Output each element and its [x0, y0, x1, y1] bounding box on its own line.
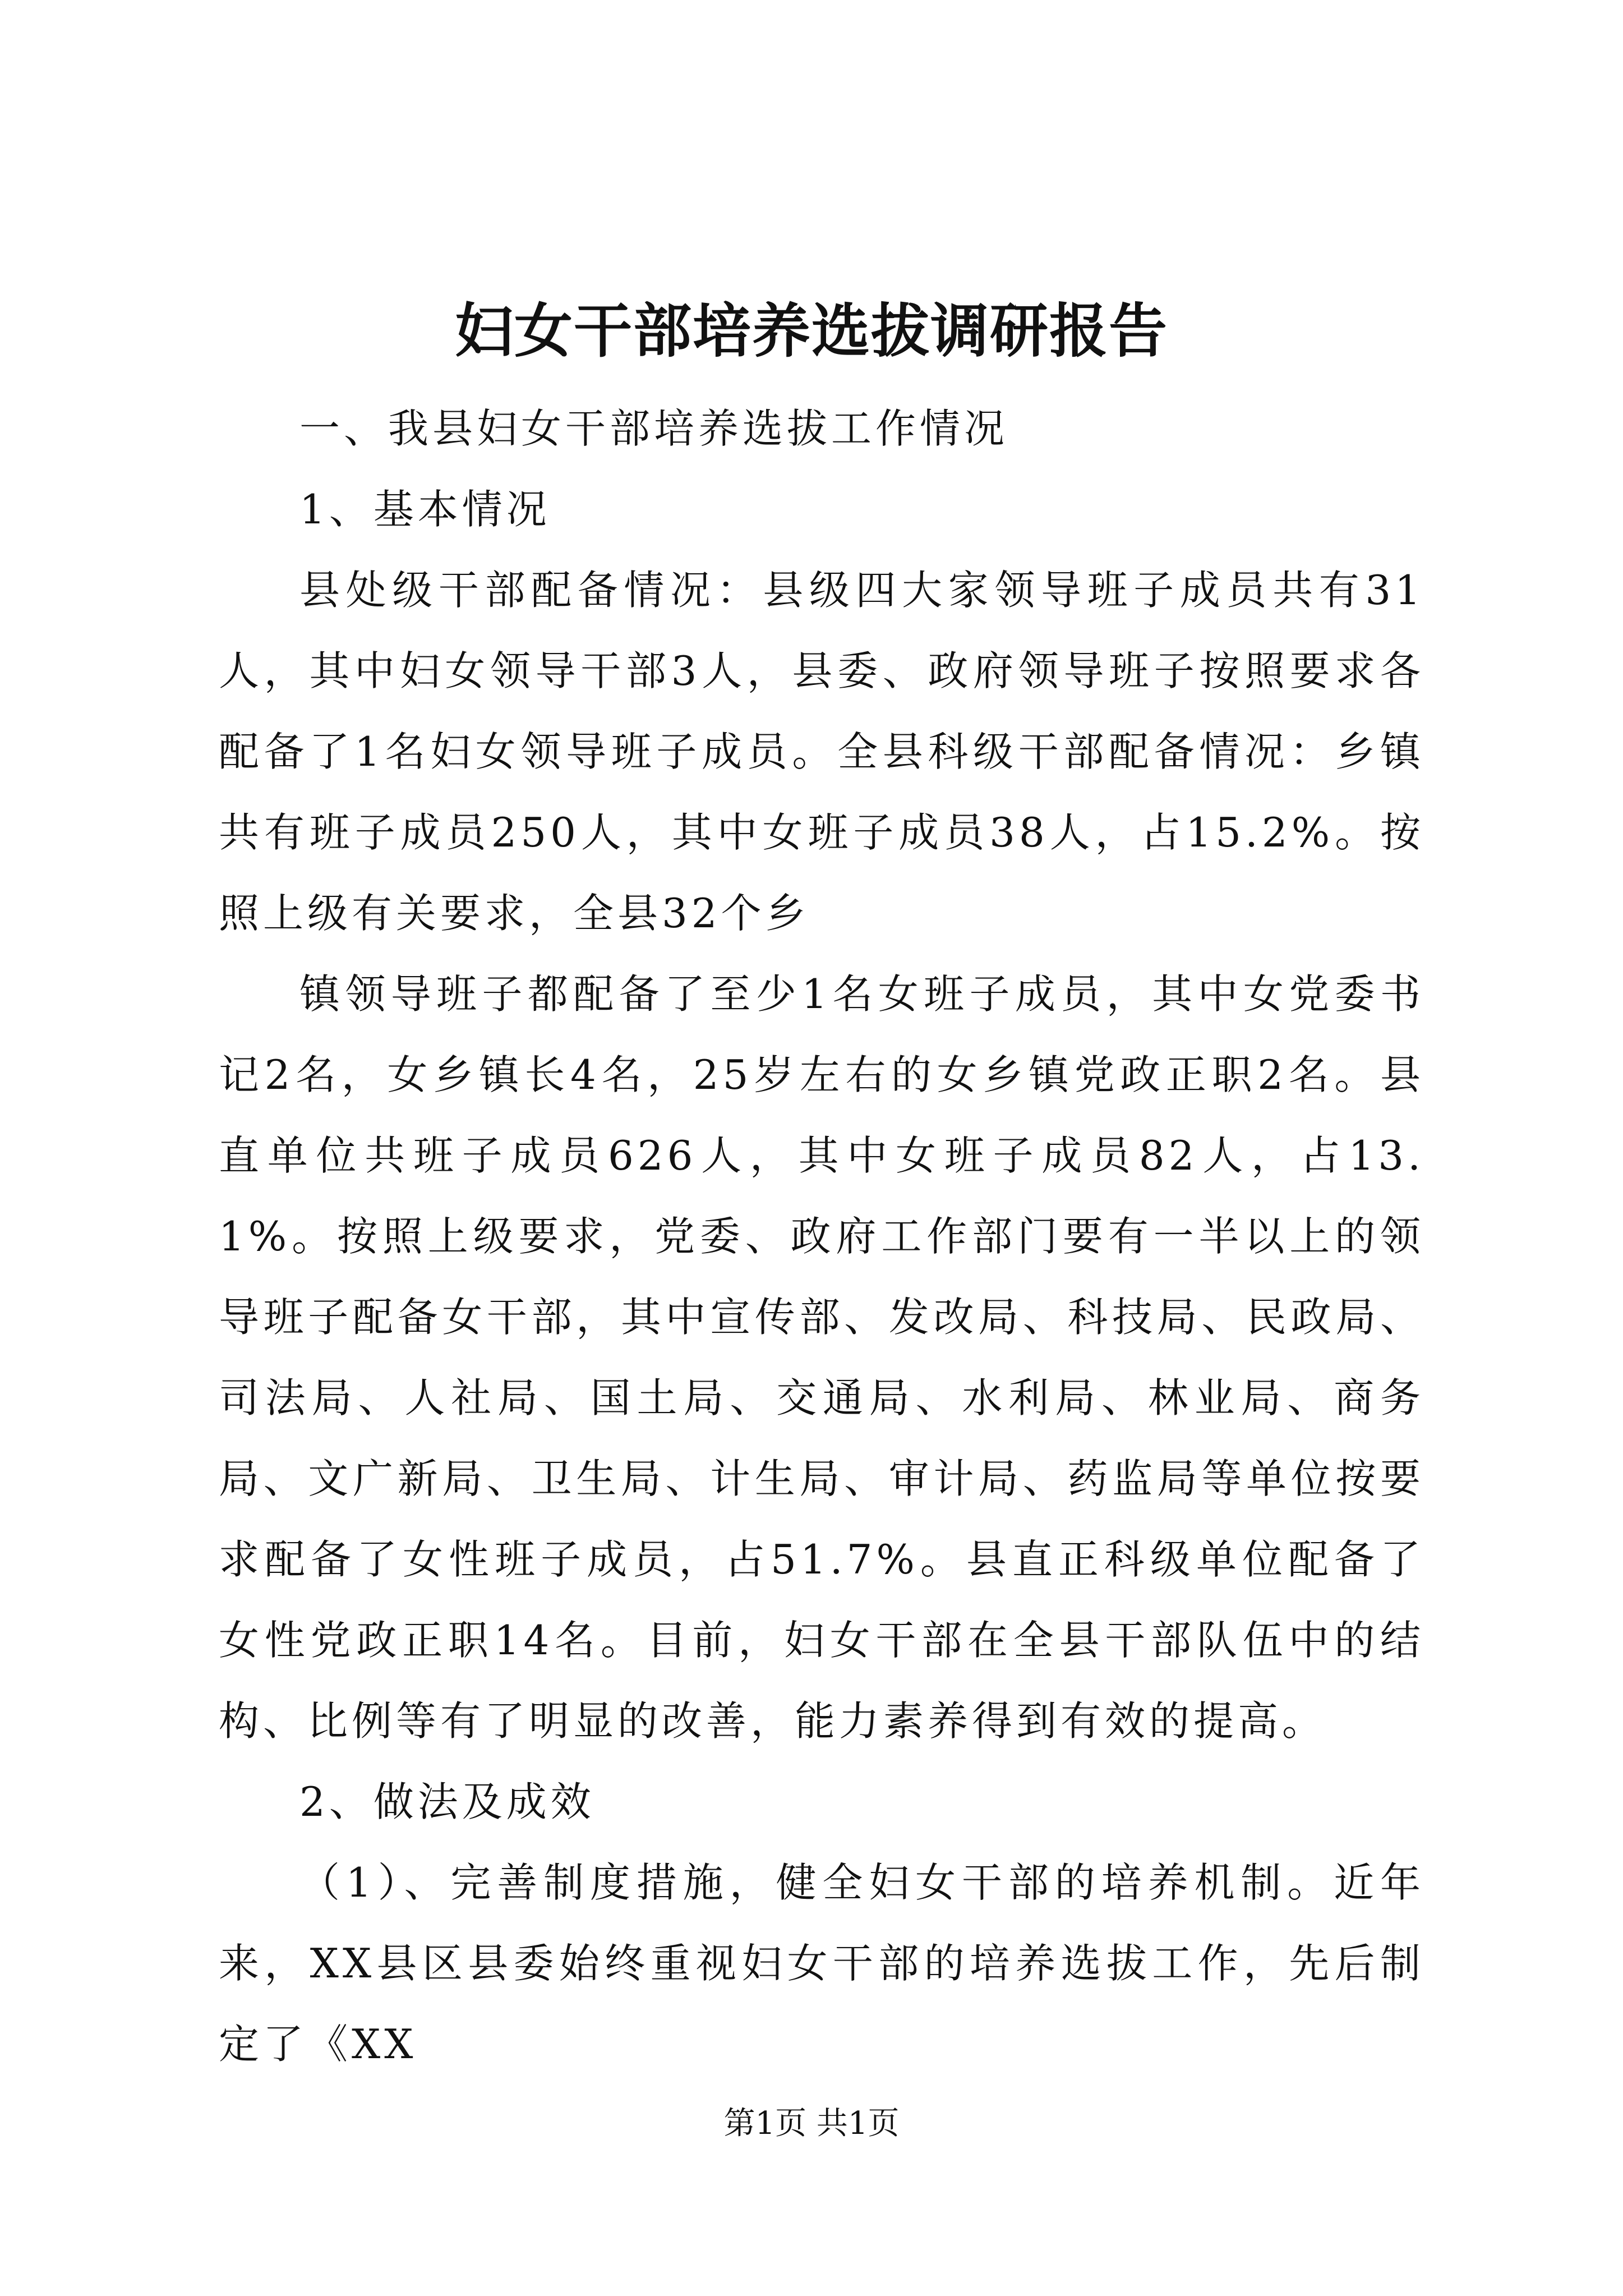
section-heading: 一、我县妇女干部培养选拔工作情况 — [299, 405, 1009, 452]
page-footer: 第1页 共1页 — [723, 2105, 900, 2142]
subsection-heading: 1、基本情况 — [299, 486, 551, 533]
subsection-heading: 2、做法及成效 — [299, 1778, 595, 1825]
document-title: 妇女干部培养选拔调研报告 — [454, 296, 1168, 365]
document-body — [219, 388, 1424, 2085]
body-paragraph: （1）、完善制度措施，健全妇女干部的培养机制。近年来，XX县区县委始终重视妇女干部的培养选拔工作，先后制定了《XX — [219, 1859, 1424, 2068]
body-paragraph: 县处级干部配备情况：县级四大家领导班子成员共有31人，其中妇女领导干部3人，县委、政府领导班子按照要求各配备了1名妇女领导班子成员。全县科级干部配备情况：乡镇共有班子成员250人，其中女班子成员38人，占15.2%。按照上级有关要求，全县32个乡 — [219, 567, 1424, 937]
body-paragraph: 镇领导班子都配备了至少1名女班子成员，其中女党委书记2名，女乡镇长4名，25岁左右的女乡镇党政正职2名。县直单位共班子成员626人，其中女班子成员82人，占13.1%。按照上级要求，党委、政府工作部门要有一半以上的领导班子配备女干部，其中宣传部、发改局、科技局、民政局、司法局、人社局、国土局、交通局、水利局、林业局、商务局、文广新局、卫生局、计生局、审计局、药监局等单位按要求配备了女性班子成员，占51.7%。县直正科级单位配备了女性党政正职14名。目前，妇女干部在全县干部队伍中的结构、比例等有了明显的改善，能力素养得到有效的提高。 — [219, 970, 1424, 1745]
